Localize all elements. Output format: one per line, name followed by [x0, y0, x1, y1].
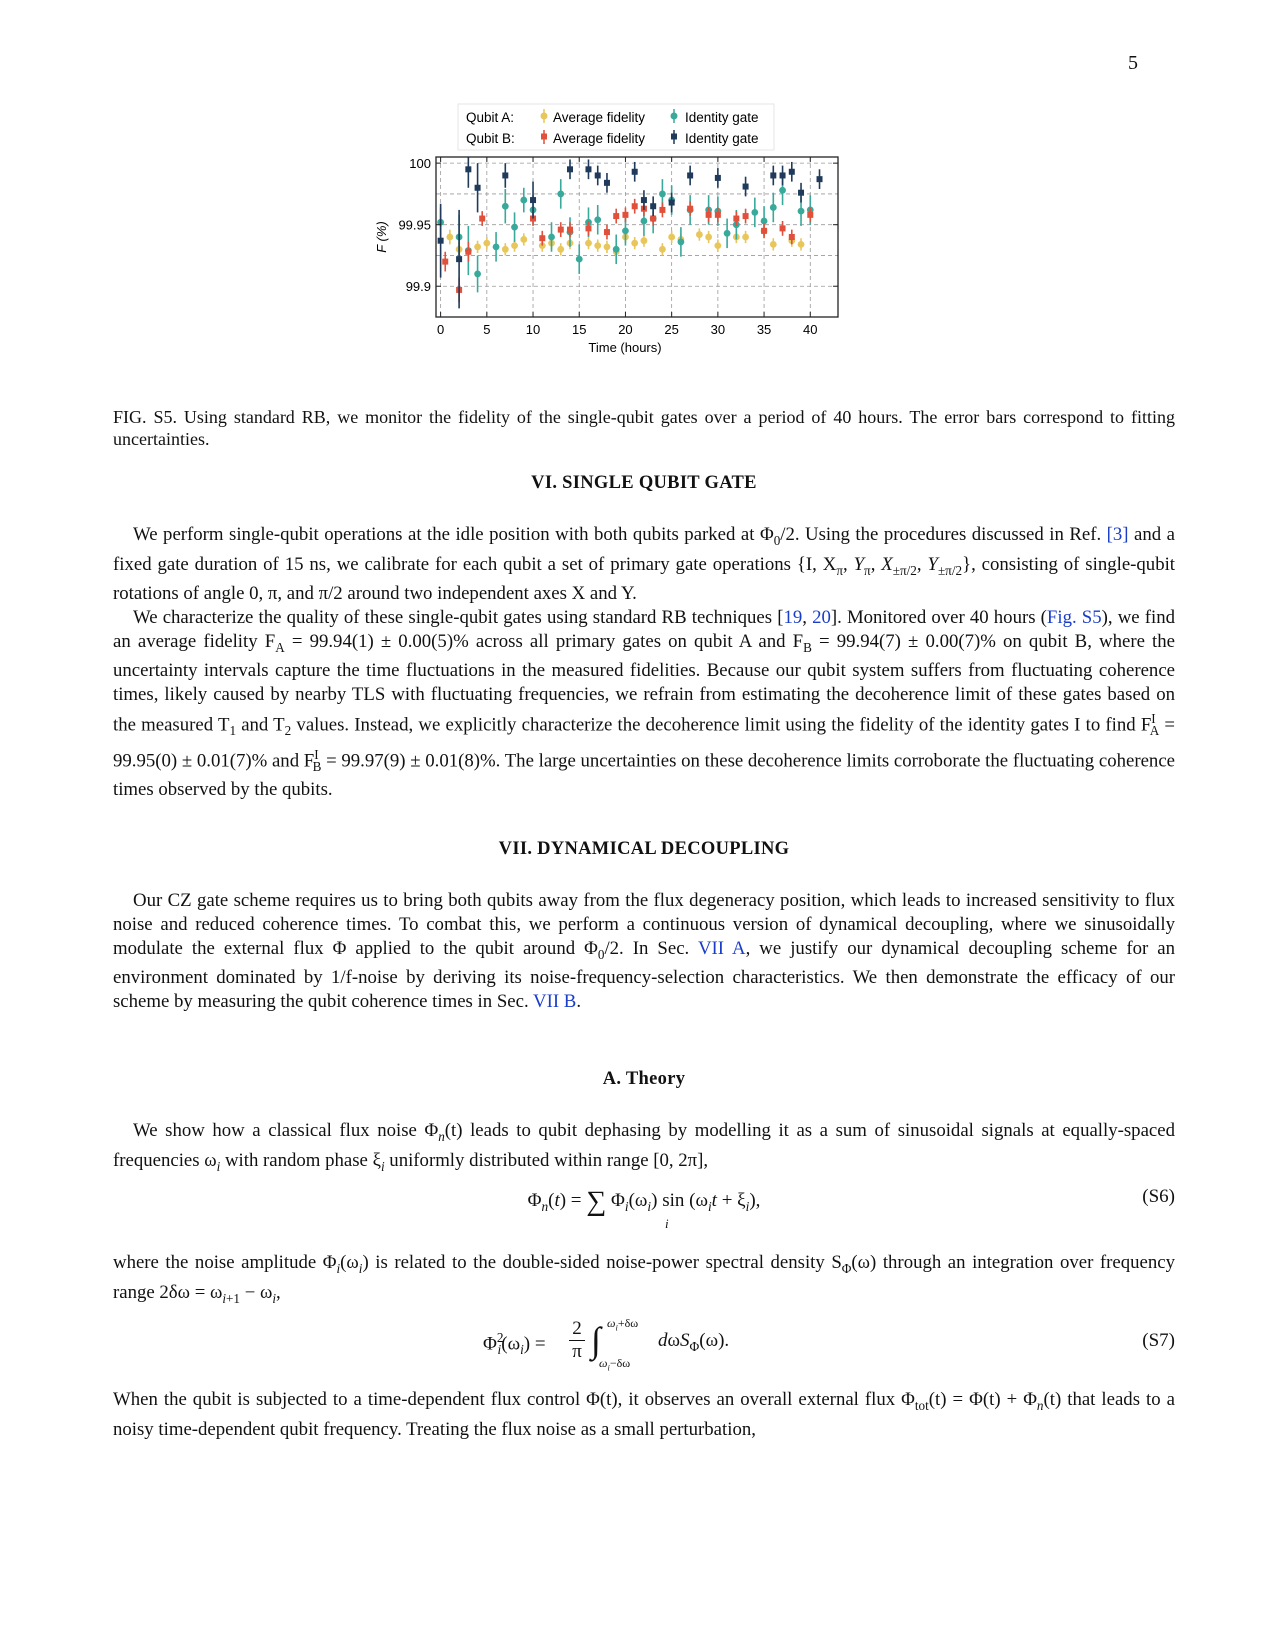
data-point-square [585, 225, 591, 231]
data-point-circle [761, 218, 768, 225]
legend-b-identity-marker [671, 134, 677, 140]
section-vi-body [113, 523, 1175, 802]
data-point-square [817, 176, 823, 182]
data-point-circle [705, 234, 712, 241]
data-point-square [770, 172, 776, 178]
data-point-circle [677, 239, 684, 246]
x-tick-label: 0 [437, 322, 445, 337]
legend-a-identity-label: Identity gate [685, 110, 759, 125]
x-tick-label: 30 [710, 322, 726, 337]
data-point-square [632, 169, 638, 175]
data-point-circle [483, 240, 490, 247]
legend-b-avg-marker [541, 134, 547, 140]
x-tick-label: 40 [803, 322, 818, 337]
equation-s6-number: (S6) [1142, 1186, 1175, 1207]
data-point-circle [751, 209, 758, 216]
data-point-square [687, 206, 693, 212]
x-tick-label: 35 [756, 322, 772, 337]
legend-a-avg-label: Average fidelity [553, 110, 646, 125]
paragraph-noise-amplitude: where the noise amplitude $\Phi_i(\omega_i)$ is related to the double-sided noise-power spectral density $S_\Phi(\omega)$ through an integration over frequency range $2\delta\omega = \omega_{i+1} - \omega_i$, [113, 1252, 1175, 1306]
data-point-square [465, 166, 471, 172]
data-point-circle [502, 203, 509, 210]
section-heading-vii-a: A. Theory [602, 1069, 686, 1089]
data-point-square [807, 212, 813, 218]
data-point-circle [659, 246, 666, 253]
legend-a-identity-marker [671, 113, 678, 120]
ref-link-20[interactable]: 20 [812, 606, 831, 628]
data-point-circle [631, 240, 638, 247]
data-point-circle [779, 187, 786, 194]
data-point-circle [474, 271, 481, 278]
section-vii-a-body-3 [113, 1388, 1175, 1441]
data-point-square [465, 249, 471, 255]
data-point-circle [474, 243, 481, 250]
data-point-square [650, 216, 656, 222]
data-point-square [733, 216, 739, 222]
data-point-circle [548, 234, 555, 241]
data-point-circle [520, 197, 527, 204]
data-point-square [604, 229, 610, 235]
data-point-square [641, 197, 647, 203]
sec-viia-link[interactable]: VII A [697, 937, 746, 959]
y-axis-label: F (%) [374, 221, 389, 253]
x-tick-label: 5 [483, 322, 491, 337]
fidelity-chart [370, 100, 890, 390]
data-point-circle [604, 243, 611, 250]
x-axis-label: Time (hours) [588, 340, 662, 355]
x-tick-label: 10 [525, 322, 541, 337]
data-point-square [604, 180, 610, 186]
fidelity-plot-svg [370, 100, 890, 390]
data-point-square [743, 213, 749, 219]
page-number: 5 [1128, 52, 1138, 74]
legend-row-a-label: Qubit A: [466, 110, 515, 125]
data-point-circle [724, 230, 731, 237]
data-point-square [789, 234, 795, 240]
data-point-square [595, 172, 601, 178]
figure-caption: FIG. S5. Using standard RB, we monitor the fidelity of the single-qubit gates over a period of 40 hours. The error bars correspond to fitting uncertainties. [113, 407, 1175, 449]
data-point-square [456, 256, 462, 262]
data-point-circle [493, 243, 500, 250]
data-point-circle [557, 191, 564, 198]
data-point-circle [622, 227, 629, 234]
data-point-circle [798, 208, 805, 215]
data-point-square [789, 169, 795, 175]
data-point-square [706, 212, 712, 218]
data-point-circle [502, 246, 509, 253]
data-point-square [567, 166, 573, 172]
data-point-square [780, 172, 786, 178]
data-point-square [715, 212, 721, 218]
legend-a-avg-marker [541, 113, 548, 120]
y-tick-label: 99.95 [398, 217, 431, 233]
data-point-square [632, 203, 638, 209]
data-point-square [780, 225, 786, 231]
chart-legend [458, 104, 774, 150]
data-point-square [715, 175, 721, 181]
data-point-circle [770, 204, 777, 211]
data-point-circle [511, 242, 518, 249]
data-point-circle [668, 234, 675, 241]
paragraph-rb-results: We characterize the quality of these single-qubit gates using standard RB techniques [19, 20]. Monitored over 40 hours (Fig. S5), we find an average fidelity $F_A = 99.94(1) \pm 0.00(5)\%$ across all primary gates on qubit A and $F_B = 99.94(7) \pm 0.00(7)\%$ on qubit B, where the uncertainty intervals capture the time fluctuations in the measured fidelities. Because our qubit system suffers from fluctuating coherence times, likely caused by nearby TLS with fluctuating frequencies, we refrain from estimating the decoherence limit of these gates based on the measured $T_1$ and $T_2$ values. Instead, we explicitly characterize the decoherence limit using the fidelity of the identity gates I to find $F^I_A = 99.95(0) \pm 0.01(7)\%$ and $F^I_B = 99.97(9) \pm 0.01(8)\%$. The large uncertainties on these decoherence limits corroborate the fluctuating coherence times observed by the qubits. [113, 606, 1176, 801]
data-point-circle [659, 191, 666, 198]
data-point-square [622, 212, 628, 218]
data-point-square [669, 200, 675, 206]
data-point-square [475, 185, 481, 191]
data-point-square [659, 207, 665, 213]
paragraph-single-qubit-ops: We perform single-qubit operations at the idle position with both qubits parked at $\Phi_0/2$. Using the procedures discussed in Ref. [3] and a fixed gate duration of 15 ns, we calibrate for each qubit a set of primary gate operations {I, $X_\pi$, $Y_\pi$, $X_{\pm\pi/2}$, $Y_{\pm\pi/2}$}, consisting of single-qubit rotations of angle 0, π, and π/2 around two independent axes X and Y. [113, 524, 1176, 605]
data-point-square [798, 190, 804, 196]
data-point-circle [742, 234, 749, 241]
data-point-square [530, 197, 536, 203]
section-heading-vi: VI. SINGLE QUBIT GATE [531, 473, 757, 493]
data-point-circle [798, 241, 805, 248]
legend-b-identity-label: Identity gate [685, 131, 759, 146]
x-tick-label: 25 [664, 322, 679, 337]
paragraph-total-flux: When the qubit is subjected to a time-dependent flux control Φ(t), it observes an overall external flux $\Phi_{tot}(t) = \Phi(t) + \Phi_n(t)$ that leads to a noisy time-dependent qubit frequency. Treating the flux noise as a small perturbation, [113, 1389, 1175, 1440]
section-vii-a-body-2 [113, 1251, 1175, 1310]
ref-link-3[interactable]: [3] [1106, 524, 1129, 545]
data-point-square [479, 216, 485, 222]
data-point-circle [594, 242, 601, 249]
legend-row-b-label: Qubit B: [466, 131, 515, 146]
data-point-square [761, 228, 767, 234]
data-point-square [585, 166, 591, 172]
data-point-square [567, 227, 573, 233]
section-vii-body [113, 889, 1175, 1014]
data-point-circle [576, 256, 583, 263]
data-point-circle [446, 234, 453, 241]
data-point-circle [594, 216, 601, 223]
data-point-square [442, 259, 448, 265]
data-point-square [539, 235, 545, 241]
data-point-square [613, 213, 619, 219]
data-point-circle [770, 241, 777, 248]
data-point-circle [557, 246, 564, 253]
x-tick-label: 20 [618, 322, 633, 337]
data-point-square [502, 172, 508, 178]
fig-s5-link[interactable]: Fig. S5 [1046, 606, 1102, 628]
y-tick-label: 100 [409, 156, 431, 172]
data-point-circle [520, 236, 527, 243]
equation-s7-number: (S7) [1142, 1330, 1175, 1351]
sec-viib-link[interactable]: VII B [533, 990, 577, 1012]
equation-s7: $\Phi^2_i(\omega_i)$ = 2 π ∫ $\omega_i+\delta\omega$ $\omega_i-\delta\omega$ dωS$_\Phi$(ω). (S7) [483, 1316, 1175, 1373]
data-point-square [558, 227, 564, 233]
data-point-circle [613, 246, 620, 253]
paragraph-dd-intro: Our CZ gate scheme requires us to bring both qubits away from the flux degeneracy position, which leads to increased sensitivity to flux noise and reduced coherence times. To combat this, we perform a continuous version of dynamical decoupling, where we sinusoidally modulate the external flux Φ applied to the qubit around $\Phi_0/2$. In Sec. VII A, we justify our dynamical decoupling scheme for an environment dominated by 1/f-noise by deriving its noise-frequency-selection characteristics. We then demonstrate the efficacy of our scheme by measuring the qubit coherence times in Sec. VII B. [113, 890, 1175, 1012]
data-point-circle [641, 218, 648, 225]
data-point-circle [641, 237, 648, 244]
y-tick-label: 99.9 [405, 279, 431, 295]
legend-b-avg-label: Average fidelity [553, 131, 646, 146]
data-point-square [438, 238, 444, 244]
equation-s6: $\Phi_n(t)$ = ∑ $\Phi_i(\omega_i)$ $\sin (\omega_it + \xi_i)$, i (S6) [527, 1186, 1175, 1231]
paragraph-flux-noise: We show how a classical flux noise $\Phi_n(t)$ leads to qubit dephasing by modelling it as a sum of sinusoidal signals at equally-spaced frequencies $\omega_i$ with random phase $\xi_i$ uniformly distributed within range [0, 2π], [113, 1120, 1175, 1174]
data-point-circle [696, 231, 703, 238]
section-vii-a-body [113, 1119, 1175, 1178]
data-point-square [650, 203, 656, 209]
data-point-circle [585, 240, 592, 247]
ref-link-19[interactable]: 19 [783, 606, 803, 628]
chart-data-layer [437, 157, 822, 308]
x-tick-label: 15 [572, 322, 587, 337]
section-heading-vii: VII. DYNAMICAL DECOUPLING [498, 839, 790, 859]
data-point-square [743, 184, 749, 190]
data-point-circle [511, 224, 518, 231]
data-point-circle [714, 242, 721, 249]
data-point-square [687, 172, 693, 178]
